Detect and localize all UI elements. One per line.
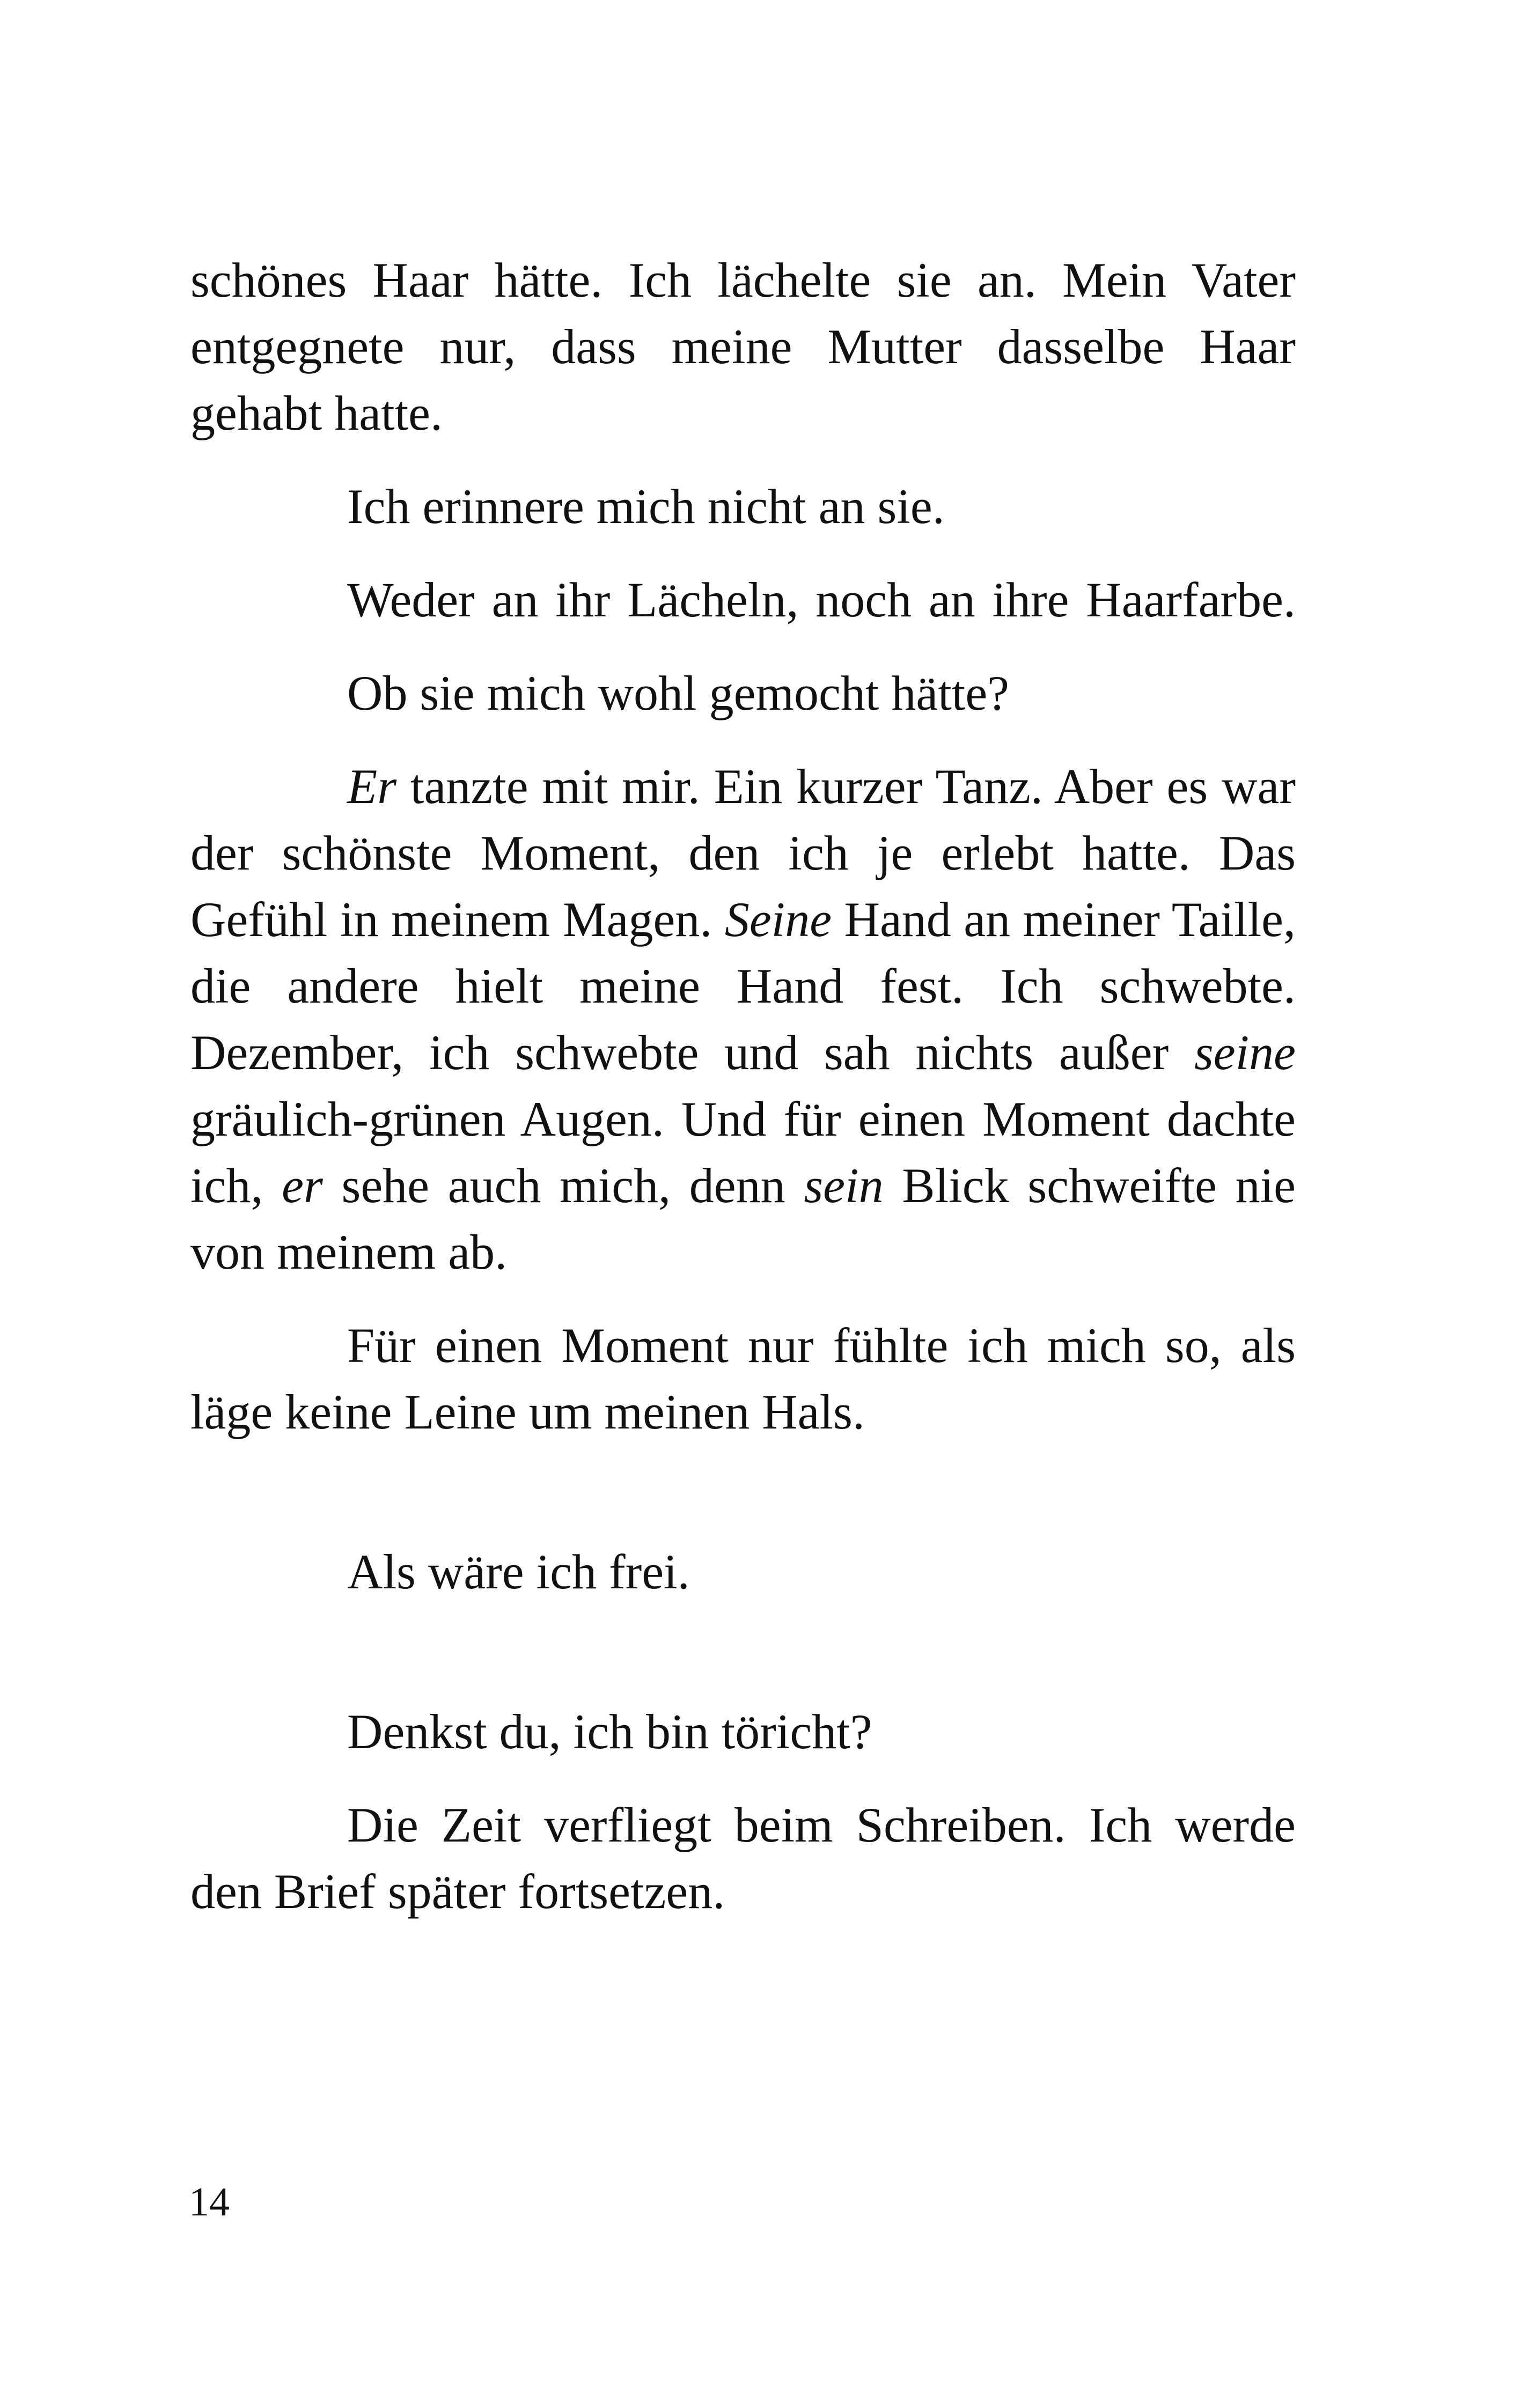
text-run: gräulich-grünen Augen. Und für einen Moment dachte ich, <box>190 1092 1296 1213</box>
text-run: Für einen Moment nur fühlte ich mich so, als läge keine Leine um meinen Hals. <box>190 1318 1296 1439</box>
emphasis-text: er <box>282 1158 323 1213</box>
paragraph <box>190 473 1296 540</box>
emphasis-text: Seine <box>724 892 832 947</box>
emphasis-text: seine <box>1194 1025 1296 1080</box>
paragraph <box>190 1538 1296 1605</box>
text-run: tanzte mit mir. Ein kurzer Tanz. Aber es war der schönste Moment, den ich je erlebt hatte. Das Gefühl in meinem Magen. <box>190 759 1296 947</box>
section-gap <box>190 1472 1296 1538</box>
paragraph <box>190 753 1296 1285</box>
paragraph <box>190 1792 1296 1925</box>
body-text <box>190 247 1296 1952</box>
text-run: sehe auch mich, denn <box>322 1158 804 1213</box>
text-run: Weder an ihr Lächeln, noch an ihre Haarfarbe. <box>347 572 1296 627</box>
emphasis-text: Er <box>347 759 396 814</box>
paragraph <box>190 566 1296 633</box>
text-run: Hand an meiner Taille, die andere hielt meine Hand fest. Ich schwebte. Dezember, ich schwebte und sah nichts außer <box>190 892 1296 1080</box>
text-run: Denkst du, ich bin töricht? <box>347 1704 872 1759</box>
text-run: Als wäre ich frei. <box>347 1544 690 1599</box>
text-run: Ich erinnere mich nicht an sie. <box>347 479 945 534</box>
text-run: schönes Haar hätte. Ich lächelte sie an. Mein Vater entgegnete nur, dass meine Mutter dasselbe Haar gehabt hatte. <box>190 253 1296 440</box>
text-run: Ob sie mich wohl gemocht hätte? <box>347 666 1010 720</box>
section-gap <box>190 1632 1296 1698</box>
paragraph <box>190 660 1296 726</box>
emphasis-text: sein <box>804 1158 884 1213</box>
page-number: 14 <box>189 2179 230 2225</box>
text-run: Die Zeit verfliegt beim Schreiben. Ich werde den Brief später fortsetzen. <box>190 1798 1296 1919</box>
paragraph <box>190 1312 1296 1445</box>
paragraph-continuation <box>190 247 1296 446</box>
paragraph <box>190 1698 1296 1765</box>
text-run: Blick schweifte nie von meinem ab. <box>190 1158 1296 1279</box>
